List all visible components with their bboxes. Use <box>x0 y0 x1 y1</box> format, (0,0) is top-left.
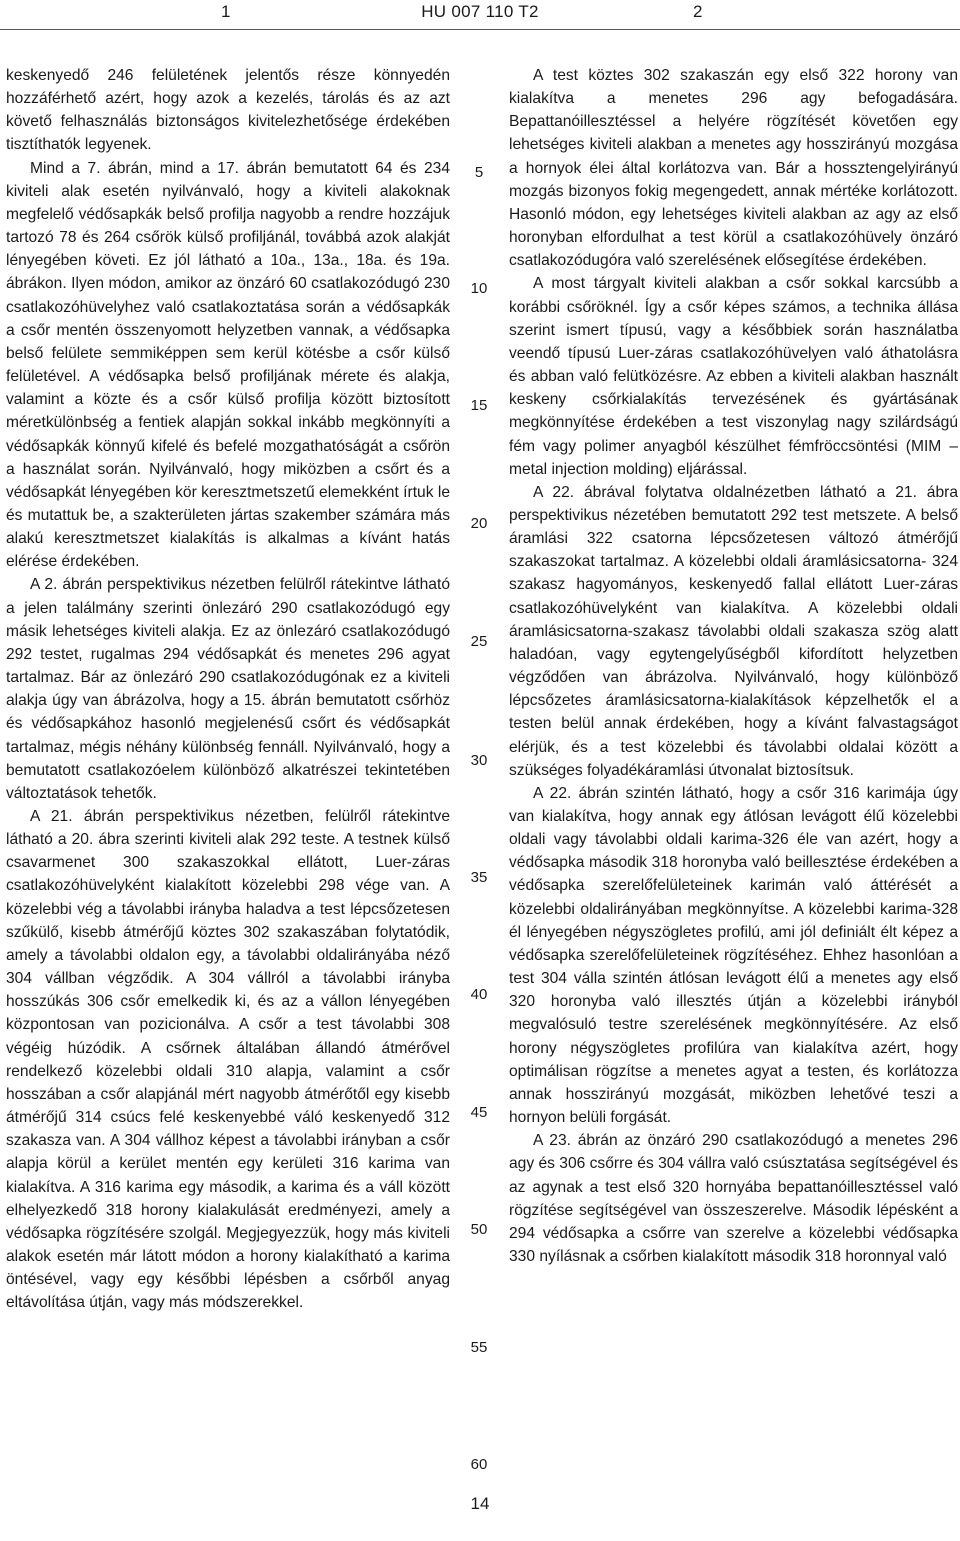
line-number: 40 <box>470 986 488 1003</box>
line-number: 25 <box>470 633 488 650</box>
page-header <box>0 0 960 28</box>
right-paragraph-2: A most tárgyalt kiviteli alakban a csőr sokkal karcsúbb a korábbi csőröknél. Így a csőr képes számos, a technika állása szerint ismert típusú, vagy a későbbiek során használatba veendő típusú Luer-záras csatlakozóhüvelyen való áthatolásra és abban való felütközésre. Az ebben a kiviteli alakban használt keskeny csőrkialakítás tervezésének és gyártásának megkönnyítése érdekében a test viszonylag nagy szilárdságú fém vagy polimer anyagból készülhet fémfröccsöntési (MIM – metal injection molding) eljárással. <box>509 275 958 478</box>
line-number: 30 <box>470 752 488 769</box>
right-paragraph-3: A 22. ábrával folytatva oldalnézetben látható a 21. ábra perspektivikus nézetében bemutatott 292 test metszete. A belső áramlási 322 csatorna lépcsőzetesen változó átmérőjű szakaszokat tartalmaz. A közelebbi oldali áramlásicsatorna- 324 szakasz hagyományos, keskenyedő fallal ellátott Luer-záras csatlakozóhüvelyként van kialakítva. A közelebbi oldali áramlásicsatorna-szakasz távolabbi oldali szakasza szög alatt haladóan, vagy egytengelyűségből kifordított helyzetben végződően van ábrázolva. Nyilvánvaló, hogy különböző lépcsőzetes áramlásicsatorna-kialakítások képzelhetők el a testen belül annak érdekében, hogy a kívánt falvastagságot elérjük, és a test közelebbi és távolabbi oldalai között a szükséges folyadékáramlási útvonalat biztosítsuk. <box>509 483 958 779</box>
right-page-number: 2 <box>693 2 703 21</box>
line-number: 20 <box>470 515 488 532</box>
right-paragraph-1: A test köztes 302 szakaszán egy első 322 horony van kialakítva a menetes 296 agy befogadására. Bepattanóillesztéssel a helyére rögzítését követően egy lehetséges kiviteli alakban a menetes agy hosszirányú mozgása a hornyok élei által korlátozva van. Bár a hossztengelyirányú mozgás bizonyos fokig megengedett, annak mértéke korlátozott. Hasonló módon, egy lehetséges kiviteli alakban az agy az első horonyban elfordulhat a test körül a csatlakozóhüvely önzáró csatlakozódugóra való szerelésének elősegítése érdekében. <box>509 67 958 270</box>
left-paragraph-1: keskenyedő 246 felületének jelentős része könnyedén hozzáférhető azért, hogy azok a kezelés, tárolás és az azt követő felhasználás biztonságos kivitelezhetősége érdekében tisztíthatók legyenek. <box>6 67 450 154</box>
left-paragraph-4: A 21. ábrán perspektivikus nézetben, felülről rátekintve látható a 20. ábra szerinti kiviteli alak 292 teste. A testnek külső csavarmenet 300 szakaszokkal ellátott, Luer-záras csatlakozóhüvelyként kialakított közelebbi 298 vége van. A közelebbi vég a távolabbi irányba haladva a test lépcsőzetesen szűkülő, kisebb átmérőjű köztes 302 szakaszában folytatódik, amely a távolabbi oldalon egy, a távolabbi oldalirányába néző 304 vállban végződik. A 304 vállról a távolabbi irányba hosszúkás 306 csőr emelkedik ki, és az a vállon lényegében központosan van pozicionálva. A csőr a test távolabbi 308 végéig húzódik. A csőrnek általában állandó átmérővel rendelkező közelebbi oldali 310 alapja, valamint a csőr hosszában a csőr alapjánál mért nagyobb átmérőtől egy kisebb átmérőjű 314 csúcs felé keskenyebbé váló keskenyedő 312 szakasza van. A 304 vállhoz képest a távolabbi irányban a csőr alapja körül a kerület mentén egy kerületi 316 karima van kialakítva. A 316 karima egy második, a karima és a váll között elhelyezkedő 318 horony kialakulását eredményezi, amely a védősapka rögzítésére szolgál. Megjegyezzük, hogy más kiviteli alakok esetén már látott módon a horony kialakítható a karima öntésével, vagy egy későbbi lépésben a csőrből anyag eltávolítása útján, vagy más módszerekkel. <box>6 808 450 1312</box>
line-number: 5 <box>474 164 484 181</box>
line-number: 10 <box>470 280 488 297</box>
document-id: HU 007 110 T2 <box>421 2 539 21</box>
header-divider <box>0 29 960 30</box>
left-paragraph-3: A 2. ábrán perspektivikus nézetben felülről rátekintve látható a jelen találmány szerinti önlezáró 290 csatlakozódugó egy másik lehetséges kiviteli alakja. Ez az önlezáró csatlakozódugó 292 testet, rugalmas 294 védősapkát és menetes 296 agyat tartalmaz. Bár az önlezáró 290 csatlakozódugónak ez a kiviteli alakja úgy van ábrázolva, hogy a 15. ábrán bemutatott csőrhöz és védősapkához hasonló megjelenésű csőrt és védősapkát tartalmaz, mégis néhány különbség fennáll. Nyilvánvaló, hogy a bemutatott csatlakozóelem különböző alkatrészei tekintetében változtatások tehetők. <box>6 576 450 802</box>
left-page-number: 1 <box>221 2 231 21</box>
right-paragraph-5: A 23. ábrán az önzáró 290 csatlakozódugó a menetes 296 agy és 306 csőrre és 304 vállra való csúsztatása segítségével és az agynak a test első 320 hornyába bepattanóillesztéssel való rögzítése segítségével van összeszerelve. Második lépésként a 294 védősapka a csőrre van szerelve a közelebbi védősapka 330 nyílásnak a csőrben kialakított második 318 horonnyal való <box>509 1132 958 1265</box>
footer-page-number: 14 <box>470 1494 490 1513</box>
line-number: 55 <box>470 1339 488 1356</box>
right-column <box>509 64 958 1268</box>
line-number: 60 <box>470 1456 488 1473</box>
line-number: 35 <box>470 869 488 886</box>
right-paragraph-4: A 22. ábrán szintén látható, hogy a csőr 316 karimája úgy van kialakítva, hogy annak egy átlósan levágott élű közelebbi oldali vagy távolabbi oldali karima-326 éle van azért, hogy a védősapka második 318 horonyba való beillesztése érdekében a védősapka szerelőfelületeinek karimán való áttérését a közelebbi oldalirányában megkönnyítse. A közelebbi karima-328 él lényegében négyszögletes profilú, ami jól definiált élt képez a védősapka szerelőfelületeinek rögzítéséhez. Ehhez hasonlóan a test 304 válla szintén átlósan levágott élű a menetes agy első 320 horonyba való illesztés útján a közelebbi irányból megvalósuló testre szerelésének megkönnyítésére. Az első horony négyszögletes profilúra van kialakítva azért, hogy optimálisan rögzítse a menetes agyat a testen, és korlátozza annak hosszirányú mozgását, miközben lehetővé teszi a hornyon belüli forgását. <box>509 784 958 1127</box>
line-number: 50 <box>470 1221 488 1238</box>
left-column <box>6 64 450 1314</box>
line-number: 45 <box>470 1104 488 1121</box>
left-paragraph-2: Mind a 7. ábrán, mind a 17. ábrán bemutatott 64 és 234 kiviteli alak esetén nyilvánvaló, hogy a kiviteli alakoknak megfelelő védősapkák belső profilja nagyobb a rendre hozzájuk tartozó 78 és 264 csőrök külső profiljánál, továbbá azok alakját lényegében követi. Ez jól látható a 10a., 13a., 18a. és 19a. ábrákon. Ilyen módon, amikor az önzáró 60 csatlakozódugó 230 csatlakozóhüvelyhez való csatlakoztatása során a védősapkák a csőr mentén összenyomott helyzetben vannak, a védősapka belső felülete semmiképpen sem kerül kötésbe a csőr külső felületével. A védősapka belső profiljának mérete és alakja, valamint a közte és a csőr külső profilja között biztosított méretkülönbség a fentiek alapján sokkal inkább megkönnyíti a védősapkák könnyű kifelé és befelé mozgathatóságát a csőrön a használat során. Nyilvánvaló, hogy miközben a csőrt és a védősapkát lényegében kör keresztmetszetű elemekként írtuk le és mutattuk be, a szakterületen jártas szakember számára más alakú keresztmetszet kialakítás is alkalmas a kívánt hatás elérése érdekében. <box>6 159 450 571</box>
line-number: 15 <box>470 397 488 414</box>
